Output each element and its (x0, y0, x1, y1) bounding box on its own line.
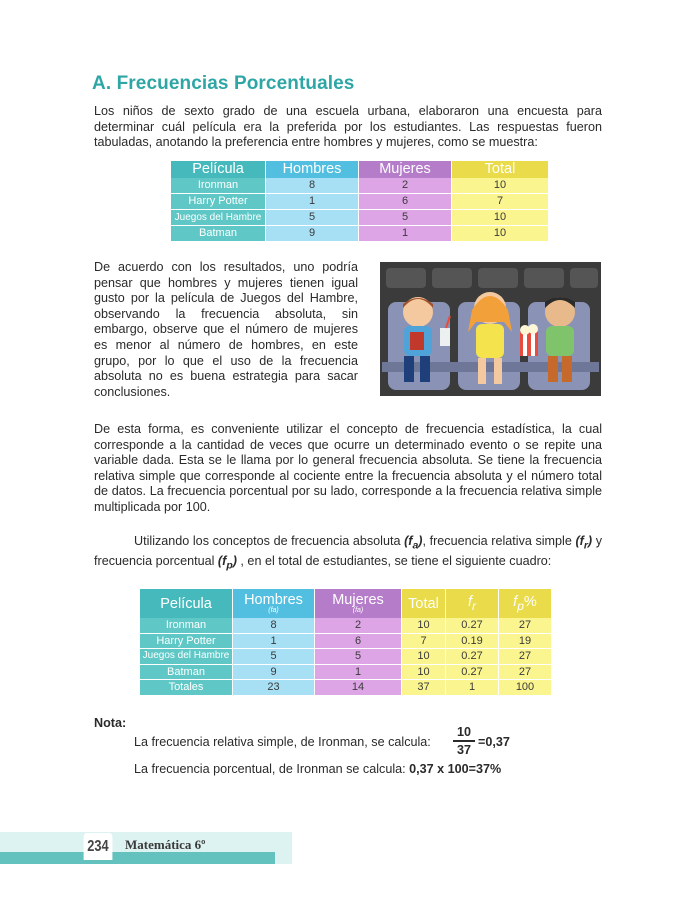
header-hombres: Hombres (266, 161, 358, 178)
cell-pelicula: Juegos del Hambre (171, 210, 265, 226)
note-label: Nota: (94, 716, 127, 730)
cell-hombres: 1 (233, 634, 314, 650)
note-relative-frequency: La frecuencia relativa simple, de Ironman, se calcula: (134, 735, 431, 749)
header-hombres: Hombres (fa) (233, 589, 314, 618)
header-fp: $f_p\%$ (499, 589, 551, 618)
cell-fr: 0.19 (446, 634, 498, 650)
table-row (171, 210, 548, 226)
header-pelicula: Película (171, 161, 265, 178)
cell-mujeres: 5 (359, 210, 451, 226)
cell-total: 10 (452, 210, 548, 226)
footer-strip (0, 852, 275, 864)
cell-pelicula: Ironman (171, 178, 265, 194)
text-span: y frecuencia porcentual (94, 534, 603, 569)
cell-fp: 100 (499, 680, 551, 696)
cell-total: 10 (402, 649, 445, 665)
cell-fr: 0.27 (446, 618, 498, 634)
cell-fr: 0.27 (446, 649, 498, 665)
cell-total: 7 (452, 194, 548, 210)
intro-paragraph: Los niños de sexto grado de una escuela urbana, elaboraron una encuesta para determinar cuál película era la preferida por los estudiantes. Las respuestas fueron tabuladas, anotando la preferencia entre hombres y mujeres, como se muestra: (94, 104, 602, 150)
frequency-table (139, 589, 552, 696)
cell-total: 10 (452, 226, 548, 242)
header-total: Total (402, 589, 445, 618)
cell-hombres: 5 (266, 210, 358, 226)
text-span: , frecuencia relativa simple (422, 534, 576, 548)
table-header-row (140, 589, 551, 618)
cinema-illustration-svg (380, 262, 601, 396)
header-pelicula: Película (140, 589, 232, 618)
cell-total: 10 (452, 178, 548, 194)
cell-pelicula: Totales (140, 680, 232, 696)
text-span: , en el total de estudiantes, se tiene el siguiente cuadro: (236, 554, 552, 569)
cell-hombres: 9 (233, 665, 314, 681)
text-span: La frecuencia porcentual, de Ironman se calcula: (134, 762, 410, 776)
cell-hombres: 1 (266, 194, 358, 210)
table-header-row (171, 161, 548, 178)
cell-fp: 27 (499, 649, 551, 665)
cell-mujeres: 2 (359, 178, 451, 194)
cell-total: 10 (402, 665, 445, 681)
section-heading: A. Frecuencias Porcentuales (92, 73, 355, 94)
cell-pelicula: Ironman (140, 618, 232, 634)
cell-mujeres: 6 (359, 194, 451, 210)
text-span: Utilizando los conceptos de frecuencia absoluta (134, 534, 405, 548)
header-total: Total (452, 161, 548, 178)
cell-total: 10 (402, 618, 445, 634)
table-row (171, 194, 548, 210)
cell-pelicula: Harry Potter (140, 634, 232, 650)
fraction (453, 725, 475, 757)
fraction-numerator: 10 (456, 725, 471, 739)
cell-hombres: 5 (233, 649, 314, 665)
concept-paragraph: De esta forma, es conveniente utilizar el concepto de frecuencia estadística, la cual corresponde a la cantidad de veces que ocurre un determinado evento o se repite una variable dada. Esta se le llama por lo general frecuencia absoluta. Se tiene la frecuencia relativa simple que corresponde al cociente entre la frecuencia absoluta y el número total de datos. La frecuencia porcentual por su lado, corresponde a la frecuencia relativa simple multiplicada por 100. (94, 422, 602, 514)
table-row (171, 226, 548, 242)
cell-hombres: 8 (266, 178, 358, 194)
movie-preference-table (170, 161, 549, 242)
cell-hombres: 23 (233, 680, 314, 696)
header-mujeres: Mujeres (fa) (315, 589, 401, 618)
table-row-totals (140, 680, 551, 696)
cell-mujeres: 6 (315, 634, 401, 650)
table-row (140, 649, 551, 665)
cell-fp: 27 (499, 618, 551, 634)
cell-hombres: 8 (233, 618, 314, 634)
fraction-denominator: 37 (456, 742, 471, 757)
page-number: 234 (84, 833, 113, 860)
cell-fr: 1 (446, 680, 498, 696)
cell-mujeres: 1 (315, 665, 401, 681)
cell-pelicula: Batman (140, 665, 232, 681)
fr-symbol: $(f_r)$ (575, 534, 593, 552)
table-row (140, 634, 551, 650)
usage-paragraph (94, 534, 602, 574)
cell-total: 37 (402, 680, 445, 696)
book-title: Matemática 6º (125, 837, 206, 852)
fraction-bar (453, 740, 475, 742)
header-fr: $f_r$ (446, 589, 498, 618)
cell-fp: 27 (499, 665, 551, 681)
fp-symbol: $(f_p)$ (217, 554, 237, 572)
cell-mujeres: 14 (315, 680, 401, 696)
cell-fp: 19 (499, 634, 551, 650)
table-row (140, 665, 551, 681)
cell-pelicula: Harry Potter (171, 194, 265, 210)
cinema-children-illustration (380, 262, 601, 396)
table-row (171, 178, 548, 194)
cell-fr: 0.27 (446, 665, 498, 681)
table-row (140, 618, 551, 634)
note-percent-frequency (134, 762, 501, 776)
cell-mujeres: 5 (315, 649, 401, 665)
cell-mujeres: 1 (359, 226, 451, 242)
cell-hombres: 9 (266, 226, 358, 242)
cell-pelicula: Batman (171, 226, 265, 242)
fa-symbol: $(f_a)$ (404, 534, 423, 552)
fraction-result: =0,37 (478, 735, 510, 749)
cell-pelicula: Juegos del Hambre (140, 649, 232, 665)
cell-mujeres: 2 (315, 618, 401, 634)
header-mujeres: Mujeres (359, 161, 451, 178)
analysis-paragraph: De acuerdo con los resultados, uno podría pensar que hombres y mujeres tienen igual gusto por la película de Juegos del Hambre, observando la frecuencia absoluta, sin embargo, observe que el número de mujeres es menor al número de hombres, en este grupo, por lo que el uso de la frecuencia absoluta no es buena estrategia para sacar conclusiones. (94, 260, 358, 399)
percent-result: 0,37 x 100=37% (409, 762, 502, 776)
cell-total: 7 (402, 634, 445, 650)
